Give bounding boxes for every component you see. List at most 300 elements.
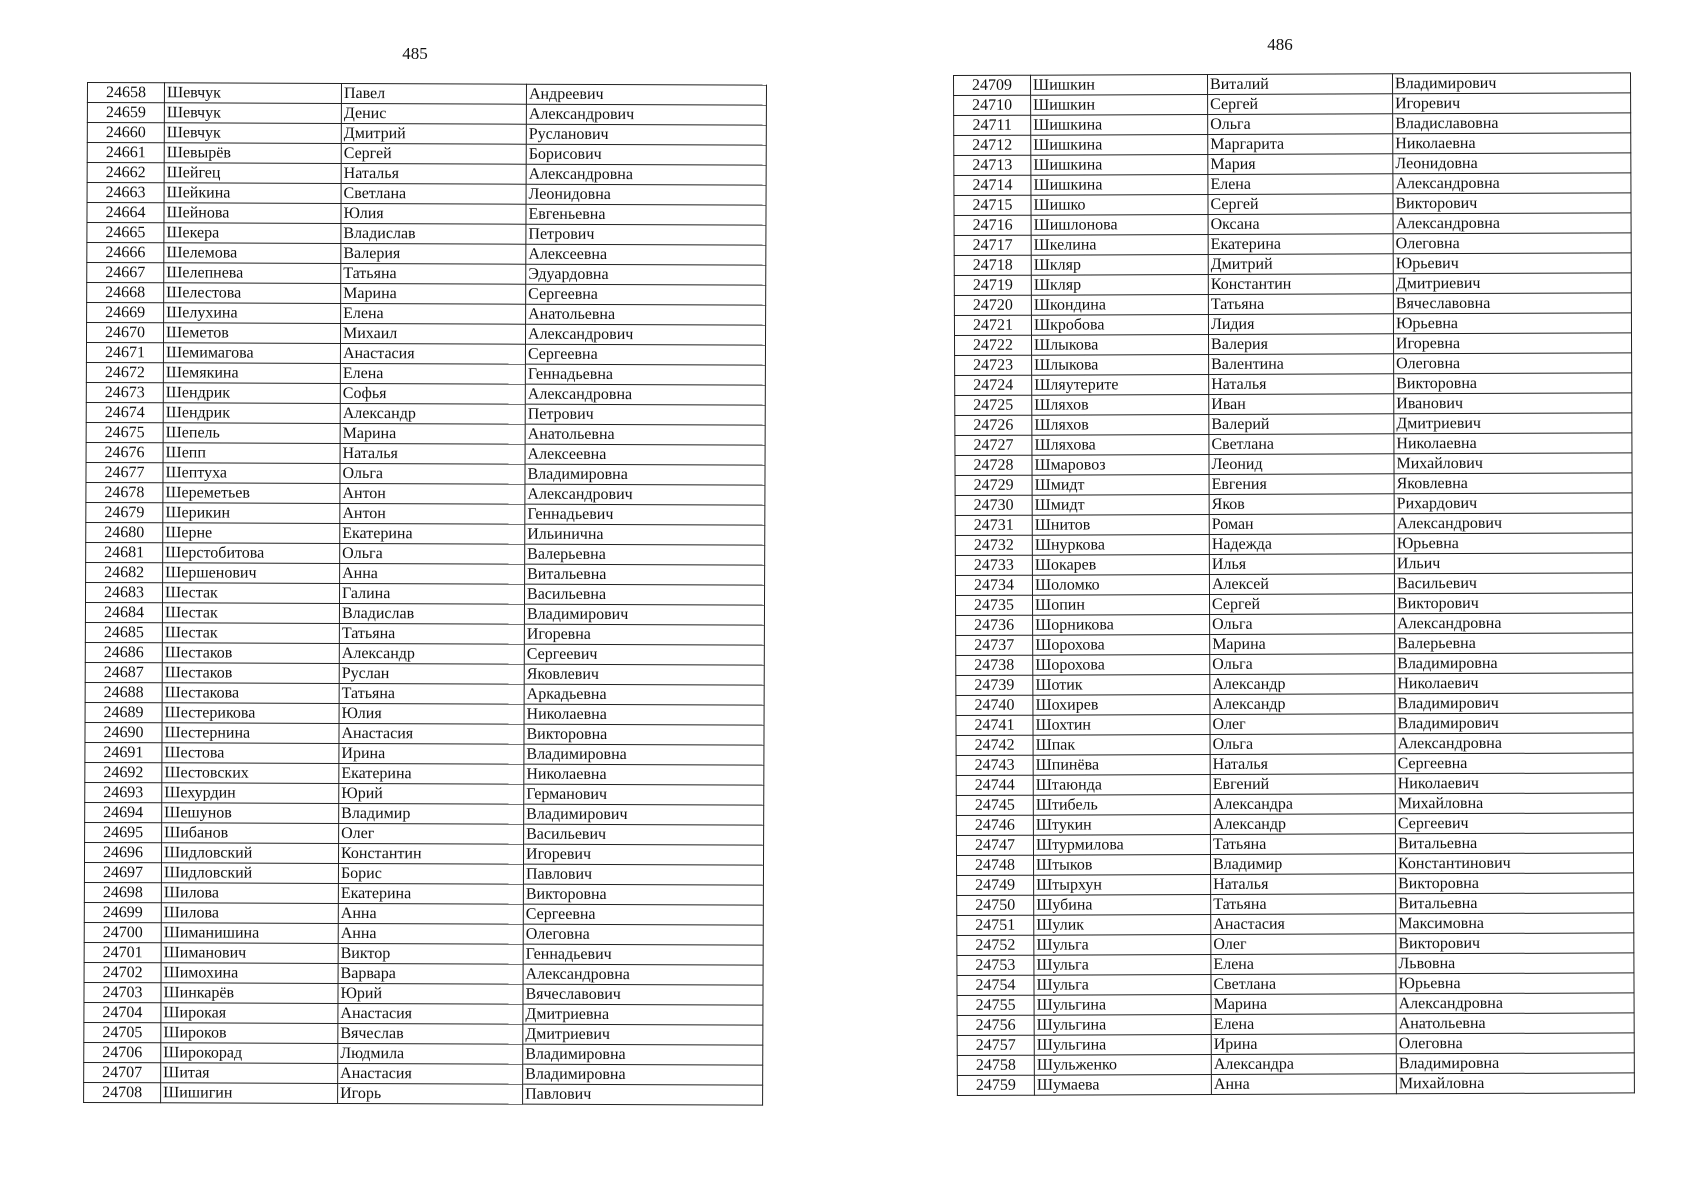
table-row — [87, 283, 766, 306]
record-number-cell: 24669 — [87, 303, 164, 323]
table-row — [86, 542, 765, 565]
last-name-cell: Шелухина — [164, 303, 341, 324]
table-row — [957, 1053, 1634, 1076]
first-name-cell: Маргарита — [1208, 134, 1393, 155]
record-number-cell: 24687 — [85, 662, 162, 682]
first-name-cell: Константин — [339, 843, 524, 864]
last-name-cell: Шульга — [1034, 975, 1211, 996]
record-number-cell: 24732 — [955, 535, 1032, 555]
last-name-cell: Штибель — [1033, 795, 1210, 816]
record-number-cell: 24718 — [954, 255, 1031, 275]
table-row — [84, 862, 763, 885]
table-row — [955, 333, 1632, 356]
patronymic-cell: Михайловна — [1395, 793, 1633, 814]
record-number-cell: 24695 — [85, 822, 162, 842]
record-number-cell: 24706 — [84, 1042, 161, 1062]
last-name-cell: Шнитов — [1032, 515, 1209, 536]
patronymic-cell: Владимирович — [1395, 713, 1633, 734]
table-row — [86, 522, 765, 545]
record-number-cell: 24724 — [955, 375, 1032, 395]
record-number-cell: 24735 — [955, 595, 1032, 615]
last-name-cell: Шестак — [162, 603, 339, 624]
first-name-cell: Денис — [341, 103, 526, 124]
table-row — [86, 382, 765, 405]
first-name-cell: Анастасия — [338, 1003, 523, 1024]
last-name-cell: Шмаровоз — [1032, 455, 1209, 476]
first-name-cell: Татьяна — [339, 683, 524, 704]
table-row — [957, 893, 1634, 916]
first-name-cell: Олег — [1211, 934, 1396, 955]
last-name-cell: Шишкин — [1031, 75, 1208, 96]
first-name-cell: Михаил — [340, 323, 525, 344]
record-number-cell: 24722 — [955, 335, 1032, 355]
table-row — [954, 113, 1631, 136]
record-number-cell: 24745 — [956, 795, 1033, 815]
first-name-cell: Наталья — [341, 163, 526, 184]
patronymic-cell: Владимирович — [524, 604, 764, 625]
first-name-cell: Татьяна — [339, 623, 524, 644]
first-name-cell: Юрий — [339, 783, 524, 804]
first-name-cell: Анастасия — [1211, 914, 1396, 935]
last-name-cell: Шестак — [162, 623, 339, 644]
table-row — [87, 163, 766, 186]
first-name-cell: Татьяна — [341, 263, 526, 284]
record-number-cell: 24681 — [86, 542, 163, 562]
patronymic-cell: Викторович — [1396, 933, 1634, 954]
first-name-cell: Лидия — [1208, 314, 1393, 335]
table-row — [955, 453, 1632, 476]
last-name-cell: Шевырёв — [164, 143, 341, 164]
first-name-cell: Ольга — [340, 543, 525, 564]
table-row — [86, 362, 765, 385]
patronymic-cell: Викторовна — [524, 724, 764, 745]
first-name-cell: Елена — [1211, 1014, 1396, 1035]
table-row — [85, 642, 764, 665]
first-name-cell: Ирина — [1211, 1034, 1396, 1055]
table-row — [954, 213, 1631, 236]
first-name-cell: Екатерина — [340, 523, 525, 544]
patronymic-cell: Александровна — [526, 164, 766, 185]
table-row — [954, 133, 1631, 156]
last-name-cell: Шляхова — [1032, 435, 1209, 456]
last-name-cell: Шишко — [1031, 195, 1208, 216]
patronymic-cell: Сергеевич — [524, 644, 764, 665]
table-row — [957, 993, 1634, 1016]
last-name-cell: Шепп — [163, 443, 340, 464]
patronymic-cell: Юрьевич — [1393, 253, 1631, 274]
first-name-cell: Елена — [340, 363, 525, 384]
last-name-cell: Шульгина — [1034, 1035, 1211, 1056]
last-name-cell: Шляхов — [1032, 395, 1209, 416]
patronymic-cell: Александровна — [1393, 173, 1631, 194]
record-number-cell: 24694 — [85, 802, 162, 822]
patronymic-cell: Николаевна — [1394, 433, 1632, 454]
first-name-cell: Александр — [1210, 674, 1395, 695]
record-number-cell: 24662 — [87, 163, 164, 183]
record-number-cell: 24710 — [954, 95, 1031, 115]
record-number-cell: 24666 — [87, 243, 164, 263]
last-name-cell: Шохирев — [1033, 695, 1210, 716]
record-number-cell: 24756 — [957, 1015, 1034, 1035]
patronymic-cell: Александровна — [523, 964, 763, 985]
first-name-cell: Юлия — [341, 203, 526, 224]
last-name-cell: Шубина — [1034, 895, 1211, 916]
table-row — [87, 303, 766, 326]
table-body — [84, 83, 767, 1106]
record-number-cell: 24668 — [87, 283, 164, 303]
first-name-cell: Мария — [1208, 154, 1393, 175]
record-number-cell: 24664 — [87, 203, 164, 223]
table-row — [954, 253, 1631, 276]
first-name-cell: Владислав — [341, 223, 526, 244]
patronymic-cell: Николаевич — [1395, 773, 1633, 794]
last-name-cell: Шульга — [1034, 955, 1211, 976]
record-number-cell: 24680 — [86, 522, 163, 542]
last-name-cell: Шульгина — [1034, 1015, 1211, 1036]
first-name-cell: Галина — [339, 583, 524, 604]
table-row — [956, 693, 1633, 716]
last-name-cell: Шкляр — [1031, 275, 1208, 296]
patronymic-cell: Павлович — [523, 864, 763, 885]
patronymic-cell: Юрьевна — [1393, 313, 1631, 334]
record-number-cell: 24690 — [85, 722, 162, 742]
record-number-cell: 24677 — [86, 462, 163, 482]
first-name-cell: Ольга — [340, 463, 525, 484]
record-number-cell: 24713 — [954, 155, 1031, 175]
patronymic-cell: Александрович — [525, 324, 765, 345]
record-number-cell: 24697 — [84, 862, 161, 882]
patronymic-cell: Александрович — [526, 104, 766, 125]
record-number-cell: 24708 — [84, 1082, 161, 1102]
table-row — [85, 782, 764, 805]
record-number-cell: 24679 — [86, 502, 163, 522]
last-name-cell: Штыков — [1033, 855, 1210, 876]
first-name-cell: Владимир — [339, 803, 524, 824]
record-number-cell: 24720 — [954, 295, 1031, 315]
last-name-cell: Шлыкова — [1032, 355, 1209, 376]
patronymic-cell: Анатольевна — [1396, 1013, 1634, 1034]
record-number-cell: 24661 — [87, 143, 164, 163]
patronymic-cell: Геннадьевна — [525, 364, 765, 385]
table-row — [957, 873, 1634, 896]
table-row — [86, 462, 765, 485]
first-name-cell: Павел — [341, 83, 526, 104]
table-row — [956, 813, 1633, 836]
first-name-cell: Игорь — [338, 1083, 523, 1104]
patronymic-cell: Алексеевна — [526, 244, 766, 265]
last-name-cell: Шлыкова — [1031, 335, 1208, 356]
last-name-cell: Шепель — [163, 423, 340, 444]
patronymic-cell: Сергеевич — [1395, 813, 1633, 834]
first-name-cell: Варвара — [338, 963, 523, 984]
last-name-cell: Шелепнева — [164, 263, 341, 284]
table-row — [956, 853, 1633, 876]
last-name-cell: Шерне — [163, 523, 340, 544]
page-number: 486 — [1267, 35, 1293, 54]
first-name-cell: Борис — [338, 863, 523, 884]
table-row — [87, 263, 766, 286]
first-name-cell: Александр — [1210, 694, 1395, 715]
last-name-cell: Штырхун — [1034, 875, 1211, 896]
table-row — [954, 293, 1631, 316]
patronymic-cell: Игоревич — [1393, 93, 1631, 114]
table-row — [956, 613, 1633, 636]
last-name-cell: Шестаков — [162, 663, 339, 684]
patronymic-cell: Геннадьевич — [523, 944, 763, 965]
table-row — [955, 593, 1632, 616]
record-number-cell: 24726 — [955, 415, 1032, 435]
table-row — [86, 422, 765, 445]
record-number-cell: 24693 — [85, 782, 162, 802]
patronymic-cell: Константинович — [1395, 853, 1633, 874]
table-row — [87, 123, 766, 146]
first-name-cell: Светлана — [1209, 434, 1394, 455]
first-name-cell: Руслан — [339, 663, 524, 684]
record-number-cell: 24702 — [84, 962, 161, 982]
table-row — [956, 773, 1633, 796]
patronymic-cell: Алексеевна — [525, 444, 765, 465]
record-number-cell: 24743 — [956, 755, 1033, 775]
first-name-cell: Константин — [1208, 274, 1393, 295]
record-number-cell: 24663 — [87, 183, 164, 203]
first-name-cell: Сергей — [1209, 594, 1394, 615]
patronymic-cell: Владимировна — [1395, 653, 1633, 674]
patronymic-cell: Александровна — [1395, 613, 1633, 634]
last-name-cell: Шинкарёв — [161, 983, 338, 1004]
last-name-cell: Шершенович — [163, 563, 340, 584]
patronymic-cell: Сергеевна — [523, 904, 763, 925]
record-number-cell: 24715 — [954, 195, 1031, 215]
first-name-cell: Ольга — [1208, 114, 1393, 135]
last-name-cell: Шишкина — [1031, 175, 1208, 196]
patronymic-cell: Яковлевич — [524, 664, 764, 685]
first-name-cell: Марина — [341, 283, 526, 304]
first-name-cell: Сергей — [1208, 194, 1393, 215]
record-number-cell: 24660 — [87, 123, 164, 143]
first-name-cell: Сергей — [341, 143, 526, 164]
last-name-cell: Шендрик — [163, 403, 340, 424]
patronymic-cell: Вячеславовна — [1393, 293, 1631, 314]
first-name-cell: Валентина — [1209, 354, 1394, 375]
table-row — [957, 1013, 1634, 1036]
table-row — [954, 153, 1631, 176]
record-number-cell: 24685 — [85, 622, 162, 642]
patronymic-cell: Яковлевна — [1394, 473, 1632, 494]
first-name-cell: Алексей — [1209, 574, 1394, 595]
record-number-cell: 24758 — [957, 1055, 1034, 1075]
patronymic-cell: Васильевич — [1394, 573, 1632, 594]
patronymic-cell: Михайлович — [1394, 453, 1632, 474]
first-name-cell: Олег — [339, 823, 524, 844]
last-name-cell: Шейгец — [164, 163, 341, 184]
patronymic-cell: Александровна — [1393, 213, 1631, 234]
record-number-cell: 24744 — [956, 775, 1033, 795]
last-name-cell: Шестерикова — [162, 703, 339, 724]
last-name-cell: Шокарев — [1032, 555, 1209, 576]
table-row — [954, 233, 1631, 256]
table-row — [85, 662, 764, 685]
first-name-cell: Марина — [1210, 634, 1395, 655]
record-number-cell: 24728 — [955, 455, 1032, 475]
record-number-cell: 24674 — [86, 402, 163, 422]
table-row — [87, 243, 766, 266]
patronymic-cell: Дмитриевич — [1393, 273, 1631, 294]
table-row — [954, 193, 1631, 216]
record-number-cell: 24684 — [85, 602, 162, 622]
table-row — [954, 93, 1631, 116]
record-number-cell: 24698 — [84, 882, 161, 902]
table-row — [956, 793, 1633, 816]
last-name-cell: Шульга — [1034, 935, 1211, 956]
patronymic-cell: Михайловна — [1396, 1073, 1634, 1094]
first-name-cell: Софья — [340, 383, 525, 404]
record-number-cell: 24705 — [84, 1022, 161, 1042]
record-number-cell: 24672 — [86, 362, 163, 382]
last-name-cell: Шелемова — [164, 243, 341, 264]
table-row — [85, 722, 764, 745]
record-number-cell: 24754 — [957, 975, 1034, 995]
last-name-cell: Шемякина — [163, 363, 340, 384]
patronymic-cell: Ильич — [1394, 553, 1632, 574]
last-name-cell: Шевчук — [164, 123, 341, 144]
first-name-cell: Роман — [1209, 514, 1394, 535]
record-number-cell: 24682 — [86, 562, 163, 582]
patronymic-cell: Эдуардовна — [526, 264, 766, 285]
table-row — [85, 682, 764, 705]
last-name-cell: Шкробова — [1031, 315, 1208, 336]
record-number-cell: 24736 — [956, 615, 1033, 635]
patronymic-cell: Николаевна — [1393, 133, 1631, 154]
last-name-cell: Шнуркова — [1032, 535, 1209, 556]
patronymic-cell: Васильевна — [524, 584, 764, 605]
patronymic-cell: Анатольевна — [525, 424, 765, 445]
table-row — [956, 733, 1633, 756]
table-row — [86, 482, 765, 505]
table-row — [85, 802, 764, 825]
table-row — [84, 922, 763, 945]
record-number-cell: 24659 — [87, 103, 164, 123]
first-name-cell: Наталья — [1209, 374, 1394, 395]
table-row — [84, 1082, 763, 1105]
first-name-cell: Валерия — [1208, 334, 1393, 355]
record-number-cell: 24711 — [954, 115, 1031, 135]
record-number-cell: 24741 — [956, 715, 1033, 735]
patronymic-cell: Владимировна — [525, 464, 765, 485]
patronymic-cell: Евгеньевна — [526, 204, 766, 225]
first-name-cell: Ольга — [1210, 734, 1395, 755]
patronymic-cell: Юрьевна — [1396, 973, 1634, 994]
table-row — [87, 223, 766, 246]
patronymic-cell: Иванович — [1394, 393, 1632, 414]
last-name-cell: Шохтин — [1033, 715, 1210, 736]
table-row — [84, 982, 763, 1005]
last-name-cell: Шеметов — [163, 323, 340, 344]
last-name-cell: Шимохина — [161, 963, 338, 984]
record-number-cell: 24759 — [957, 1075, 1034, 1095]
table-row — [956, 713, 1633, 736]
record-number-cell: 24703 — [84, 982, 161, 1002]
table-row — [86, 582, 765, 605]
first-name-cell: Елена — [1208, 174, 1393, 195]
first-name-cell: Юлия — [339, 703, 524, 724]
last-name-cell: Шумаева — [1034, 1075, 1211, 1096]
patronymic-cell: Львовна — [1396, 953, 1634, 974]
last-name-cell: Шитая — [161, 1063, 338, 1084]
table-row — [87, 83, 766, 106]
first-name-cell: Ольга — [1210, 654, 1395, 675]
first-name-cell: Олег — [1210, 714, 1395, 735]
last-name-cell: Шекера — [164, 223, 341, 244]
patronymic-cell: Леонидовна — [1393, 153, 1631, 174]
first-name-cell: Анна — [340, 563, 525, 584]
patronymic-cell: Владимировна — [524, 744, 764, 765]
patronymic-cell: Дмитриевна — [523, 1004, 763, 1025]
table-row — [957, 953, 1634, 976]
last-name-cell: Шишлонова — [1031, 215, 1208, 236]
patronymic-cell: Игоревна — [1393, 333, 1631, 354]
record-number-cell: 24734 — [955, 575, 1032, 595]
record-number-cell: 24750 — [957, 895, 1034, 915]
last-name-cell: Шляутерите — [1032, 375, 1209, 396]
patronymic-cell: Николаевна — [524, 764, 764, 785]
patronymic-cell: Александрович — [525, 484, 765, 505]
record-number-cell: 24696 — [85, 842, 162, 862]
last-name-cell: Шишигин — [161, 1083, 338, 1104]
record-number-cell: 24721 — [954, 315, 1031, 335]
patronymic-cell: Александровна — [1396, 993, 1634, 1014]
patronymic-cell: Николаевна — [524, 704, 764, 725]
first-name-cell: Виктор — [338, 943, 523, 964]
table-row — [956, 653, 1633, 676]
record-number-cell: 24676 — [86, 442, 163, 462]
record-number-cell: 24678 — [86, 482, 163, 502]
first-name-cell: Владислав — [339, 603, 524, 624]
patronymic-cell: Павлович — [523, 1084, 763, 1105]
record-number-cell: 24699 — [84, 902, 161, 922]
table-row — [87, 183, 766, 206]
last-name-cell: Шмидт — [1032, 475, 1209, 496]
last-name-cell: Шидловский — [161, 863, 338, 884]
table-row — [957, 973, 1634, 996]
first-name-cell: Екатерина — [1208, 234, 1393, 255]
patronymic-cell: Васильевич — [524, 824, 764, 845]
first-name-cell: Сергей — [1208, 94, 1393, 115]
table-row — [84, 882, 763, 905]
last-name-cell: Шевчук — [164, 83, 341, 104]
first-name-cell: Светлана — [1211, 974, 1396, 995]
last-name-cell: Шиманович — [161, 943, 338, 964]
last-name-cell: Шевчук — [164, 103, 341, 124]
record-number-cell: 24717 — [954, 235, 1031, 255]
first-name-cell: Антон — [340, 483, 525, 504]
first-name-cell: Светлана — [341, 183, 526, 204]
table-row — [955, 413, 1632, 436]
last-name-cell: Шулик — [1034, 915, 1211, 936]
first-name-cell: Людмила — [338, 1043, 523, 1064]
record-number-cell: 24671 — [86, 343, 163, 363]
first-name-cell: Наталья — [1210, 754, 1395, 775]
record-number-cell: 24746 — [956, 815, 1033, 835]
last-name-cell: Шопин — [1032, 595, 1209, 616]
last-name-cell: Шибанов — [162, 823, 339, 844]
record-number-cell: 24714 — [954, 175, 1031, 195]
record-number-cell: 24737 — [956, 635, 1033, 655]
table-row — [87, 103, 766, 126]
record-number-cell: 24719 — [954, 275, 1031, 295]
table-row — [954, 273, 1631, 296]
record-number-cell: 24691 — [85, 742, 162, 762]
page-number: 485 — [402, 44, 428, 63]
